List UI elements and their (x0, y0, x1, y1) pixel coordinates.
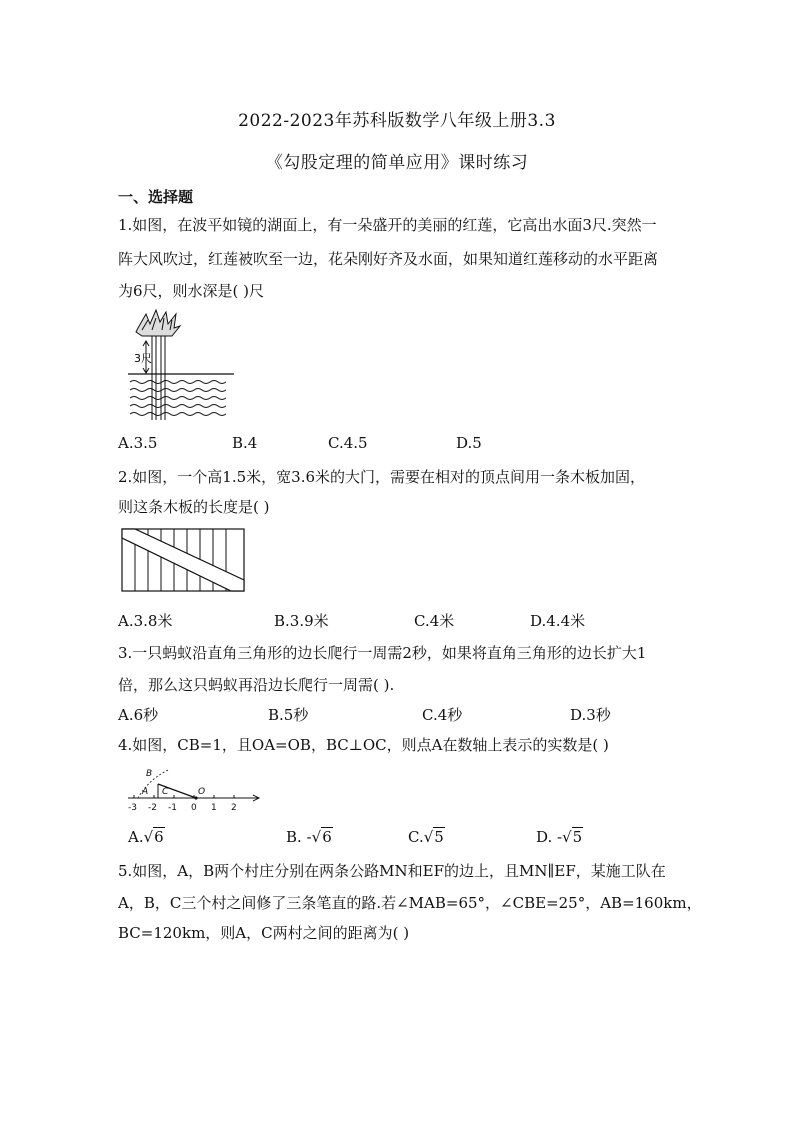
q4-option-c-prefix: C. (408, 828, 424, 846)
q5-line-3: BC=120km，则A，C两村之间的距离为( ) (118, 924, 410, 942)
q2-option-d: D.4.4米 (530, 612, 586, 630)
sqrt-icon: √6 (311, 828, 332, 846)
q2-option-b: B.3.9米 (274, 612, 329, 630)
lotus-flower-icon (136, 310, 180, 336)
q1-line-3: 为6尺，则水深是( )尺 (118, 282, 265, 300)
q5-line-1: 5.如图，A，B两个村庄分别在两条公路MN和EF的边上，且MN∥EF，某施工队在 (118, 862, 666, 880)
q4-label-o: O (198, 787, 206, 797)
q1-line-1: 1.如图，在波平如镜的湖面上，有一朵盛开的美丽的红莲，它高出水面3尺.突然一 (118, 216, 657, 234)
q3-line-2: 倍，那么这只蚂蚁再沿边长爬行一周需( ). (118, 676, 395, 694)
q4-tick-label: 0 (191, 803, 197, 813)
q2-option-c: C.4米 (414, 612, 455, 630)
q4-tick-label: -3 (128, 803, 137, 813)
q3-option-a: A.6秒 (118, 706, 159, 724)
q4-label-b: B (146, 769, 153, 779)
q4-number-line-figure (126, 764, 262, 814)
q4-option-b-prefix: B. - (286, 828, 312, 846)
q2-gate-figure (121, 528, 245, 592)
q4-label-c: C (162, 787, 169, 797)
q4-option-b-radicand: 6 (322, 828, 332, 846)
title-line-1: 2022-2023年苏科版数学八年级上册3.3 (238, 111, 556, 131)
q4-option-c-radicand: 5 (434, 828, 444, 846)
q3-option-b: B.5秒 (268, 706, 309, 724)
sqrt-icon: √5 (423, 828, 444, 846)
q4-tick-label: -1 (168, 803, 177, 813)
q1-option-a: A.3.5 (118, 434, 158, 452)
q4-label-a: A (142, 787, 149, 797)
q4-option-d-prefix: D. - (536, 828, 563, 846)
q4-option-d-radicand: 5 (572, 828, 583, 846)
q1-option-c: C.4.5 (328, 434, 368, 452)
section-heading: 一、选择题 (118, 188, 194, 206)
q1-line-2: 阵大风吹过，红莲被吹至一边，花朵刚好齐及水面，如果知道红莲移动的水平距离 (118, 250, 659, 268)
title-line-2: 《勾股定理的简单应用》课时练习 (265, 153, 529, 173)
q2-option-a: A.3.8米 (118, 612, 173, 630)
q1-option-d: D.5 (456, 434, 482, 452)
q4-option-a-prefix: A. (128, 828, 144, 846)
q4-option-d (536, 828, 583, 846)
q4-option-c (408, 828, 445, 846)
q3-option-c: C.4秒 (422, 706, 463, 724)
q2-line-2: 则这条木板的长度是( ) (118, 498, 270, 516)
sqrt-icon: √6 (143, 828, 164, 846)
q1-option-b: B.4 (232, 434, 258, 452)
sqrt-icon: √5 (562, 828, 583, 846)
q4-option-a-radicand: 6 (154, 828, 164, 846)
q1-lotus-figure (128, 308, 236, 420)
q4-option-b (286, 828, 333, 846)
q1-fig-label: 3尺 (134, 352, 152, 365)
q5-line-2: A，B，C三个村之间修了三条笔直的路.若∠MAB=65°，∠CBE=25°，AB=160km， (118, 894, 702, 912)
q4-tick-label: 2 (231, 803, 237, 813)
q4-tick-label: -2 (148, 803, 157, 813)
q2-line-1: 2.如图，一个高1.5米，宽3.6米的大门，需要在相对的顶点间用一条木板加固， (118, 468, 646, 486)
q4-option-a (128, 828, 165, 846)
q4-line-1: 4.如图，CB=1，且OA=OB，BC⊥OC，则点A在数轴上表示的实数是( ) (118, 736, 609, 754)
q4-tick-label: 1 (211, 803, 217, 813)
water-waves-icon (130, 381, 226, 416)
q3-line-1: 3.一只蚂蚁沿直角三角形的边长爬行一周需2秒，如果将直角三角形的边长扩大1 (118, 644, 647, 662)
q3-option-d: D.3秒 (570, 706, 611, 724)
